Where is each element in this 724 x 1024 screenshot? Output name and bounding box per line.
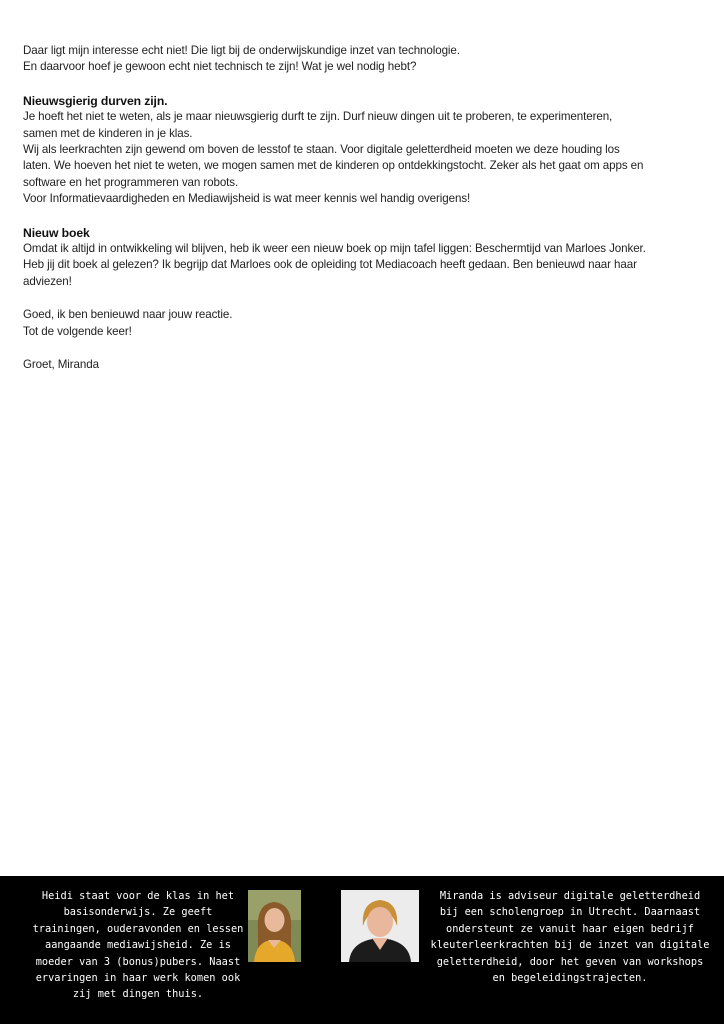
paragraph-line: laten. We hoeven het niet te weten, we mogen samen met de kinderen op ontdekkingstocht. Zeker als het gaat om apps en [23, 159, 644, 173]
bio-line: basisonderwijs. Ze geeft [63, 906, 213, 919]
paragraph-line: Wij als leerkrachten zijn gewend om boven de lesstof te staan. Voor digitale geletterdheid moeten we deze houding los [23, 143, 620, 157]
signoff: Groet, Miranda [23, 358, 99, 372]
bio-line: Miranda is adviseur digitale geletterdheid [439, 890, 701, 902]
intro-line: En daarvoor hoef je gewoon echt niet technisch te zijn! Wat je wel nodig hebt? [23, 60, 417, 74]
miranda-bio [428, 888, 712, 986]
paragraph-line: adviezen! [23, 274, 72, 288]
bio-line: ondersteunt ze vanuit haar eigen bedrijf [446, 922, 694, 935]
paragraph-line: software en het programmeren van robots. [23, 175, 239, 189]
intro-line: Daar ligt mijn interesse echt niet! Die ligt bij de onderwijskundige inzet van technologie. [23, 44, 460, 57]
section-heading: Nieuwsgierig durven zijn. [23, 93, 168, 108]
bio-line: Heidi staat voor de klas in het [41, 890, 235, 902]
closing-line: Goed, ik ben benieuwd naar jouw reactie. [23, 308, 233, 322]
bio-line: zij met dingen thuis. [72, 988, 204, 1001]
bio-line: ervaringen in haar werk komen ook [35, 972, 241, 985]
closing-line: Tot de volgende keer! [23, 324, 132, 338]
bio-line: trainingen, ouderavonden en lessen [32, 922, 244, 935]
bio-line: kleuterleerkrachten bij de inzet van digitale [430, 939, 710, 952]
heidi-bio [20, 888, 256, 1003]
bio-line: bij een scholengroep in Utrecht. Daarnaast [439, 906, 701, 919]
paragraph-line: Je hoeft het niet te weten, als je maar nieuwsgierig durft te zijn. Durf nieuw dingen uit te proberen, te experimenteren, [23, 110, 613, 124]
letter-body [23, 43, 703, 374]
paragraph-line: Omdat ik altijd in ontwikkeling wil blijven, heb ik weer een nieuw boek op mijn tafel liggen: Beschermtijd van Marloes Jonker. [23, 242, 646, 256]
paragraph-line: samen met de kinderen in je klas. [23, 126, 193, 140]
bio-line: en begeleidingstrajecten. [492, 972, 648, 985]
paragraph-line: Heb jij dit boek al gelezen? Ik begrijp dat Marloes ook de opleiding tot Mediacoach heeft gedaan. Ben benieuwd naar haar [23, 258, 637, 272]
heidi-photo [248, 890, 301, 962]
bio-line: moeder van 3 (bonus)pubers. Naast [35, 955, 241, 968]
bio-line: aangaande mediawijsheid. Ze is [45, 939, 231, 952]
paragraph-line: Voor Informatievaardigheden en Mediawijsheid is wat meer kennis wel handig overigens! [23, 192, 471, 206]
bio-line: geletterdheid, door het geven van workshops [436, 955, 704, 968]
section-heading: Nieuw boek [23, 225, 90, 240]
author-footer [0, 876, 724, 1024]
miranda-photo [341, 890, 419, 962]
